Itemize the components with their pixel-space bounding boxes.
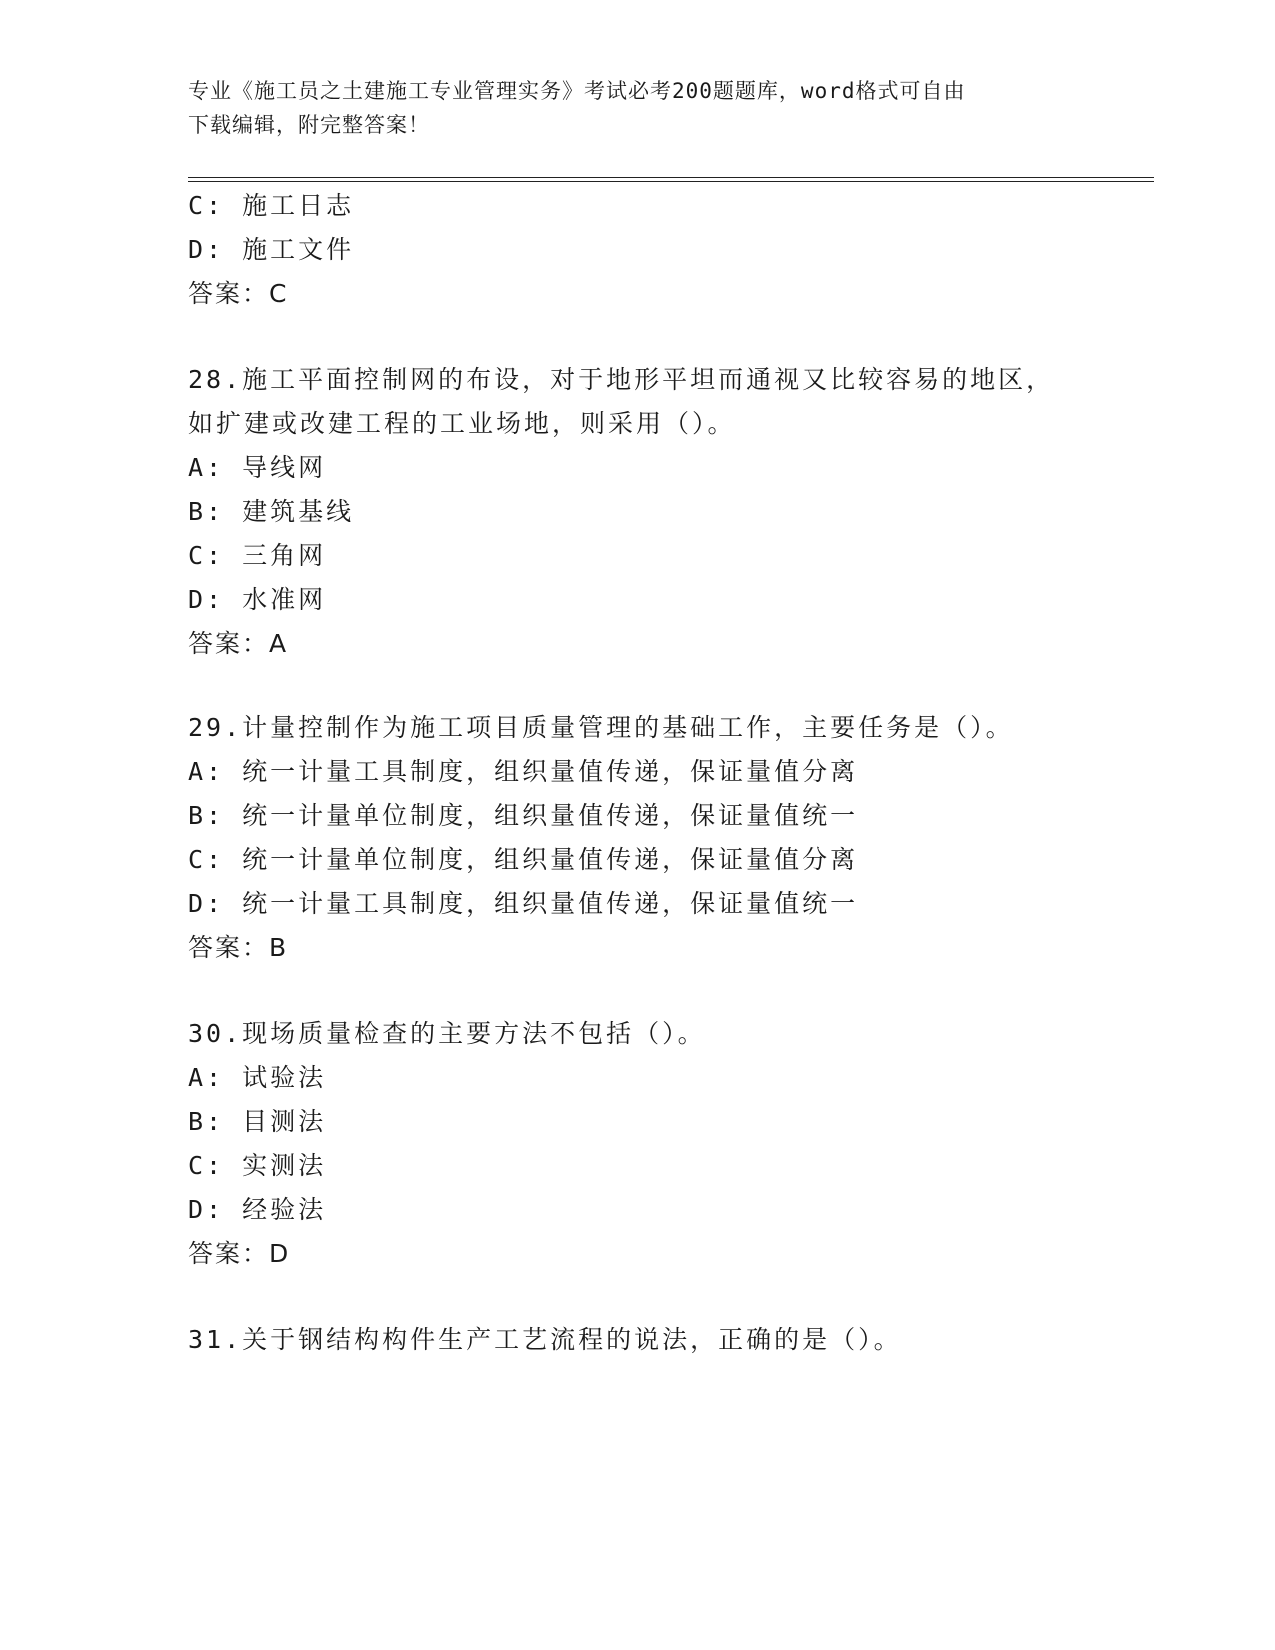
prev-option-d: D: 施工文件 bbox=[188, 235, 355, 264]
q28-stem-line-1: 28.施工平面控制网的布设，对于地形平坦而通视又比较容易的地区， bbox=[188, 365, 1055, 394]
header-divider-top bbox=[188, 177, 1154, 178]
prev-option-c: C: 施工日志 bbox=[188, 191, 355, 220]
q30-option-b: B: 目测法 bbox=[188, 1107, 327, 1136]
q28-stem-line-2: 如扩建或改建工程的工业场地，则采用（）。 bbox=[188, 409, 736, 438]
q29-stem: 29.计量控制作为施工项目质量管理的基础工作，主要任务是（）。 bbox=[188, 713, 1014, 742]
header-line-2: 下载编辑，附完整答案！ bbox=[188, 113, 430, 137]
header-divider-bottom bbox=[188, 181, 1154, 182]
q29-option-b: B: 统一计量单位制度，组织量值传递，保证量值统一 bbox=[188, 801, 859, 830]
q29-answer: 答案：B bbox=[188, 933, 289, 962]
header-line-1: 专业《施工员之土建施工专业管理实务》考试必考200题题库，word格式可自由 bbox=[188, 79, 966, 103]
q28-option-b: B: 建筑基线 bbox=[188, 497, 355, 526]
q30-stem: 30.现场质量检查的主要方法不包括（）。 bbox=[188, 1019, 706, 1048]
q28-option-a: A: 导线网 bbox=[188, 453, 327, 482]
q31-stem: 31.关于钢结构构件生产工艺流程的说法，正确的是（）。 bbox=[188, 1325, 902, 1354]
q30-option-a: A: 试验法 bbox=[188, 1063, 327, 1092]
q29-option-c: C: 统一计量单位制度，组织量值传递，保证量值分离 bbox=[188, 845, 859, 874]
q29-option-a: A: 统一计量工具制度，组织量值传递，保证量值分离 bbox=[188, 757, 859, 786]
q28-option-c: C: 三角网 bbox=[188, 541, 327, 570]
q28-option-d: D: 水准网 bbox=[188, 585, 327, 614]
q30-answer: 答案：D bbox=[188, 1239, 291, 1268]
document-header bbox=[188, 74, 1068, 142]
q28-answer: 答案：A bbox=[188, 629, 289, 658]
q29-option-d: D: 统一计量工具制度，组织量值传递，保证量值统一 bbox=[188, 889, 859, 918]
q30-option-c: C: 实测法 bbox=[188, 1151, 327, 1180]
prev-answer: 答案：C bbox=[188, 279, 289, 308]
q30-option-d: D: 经验法 bbox=[188, 1195, 327, 1224]
